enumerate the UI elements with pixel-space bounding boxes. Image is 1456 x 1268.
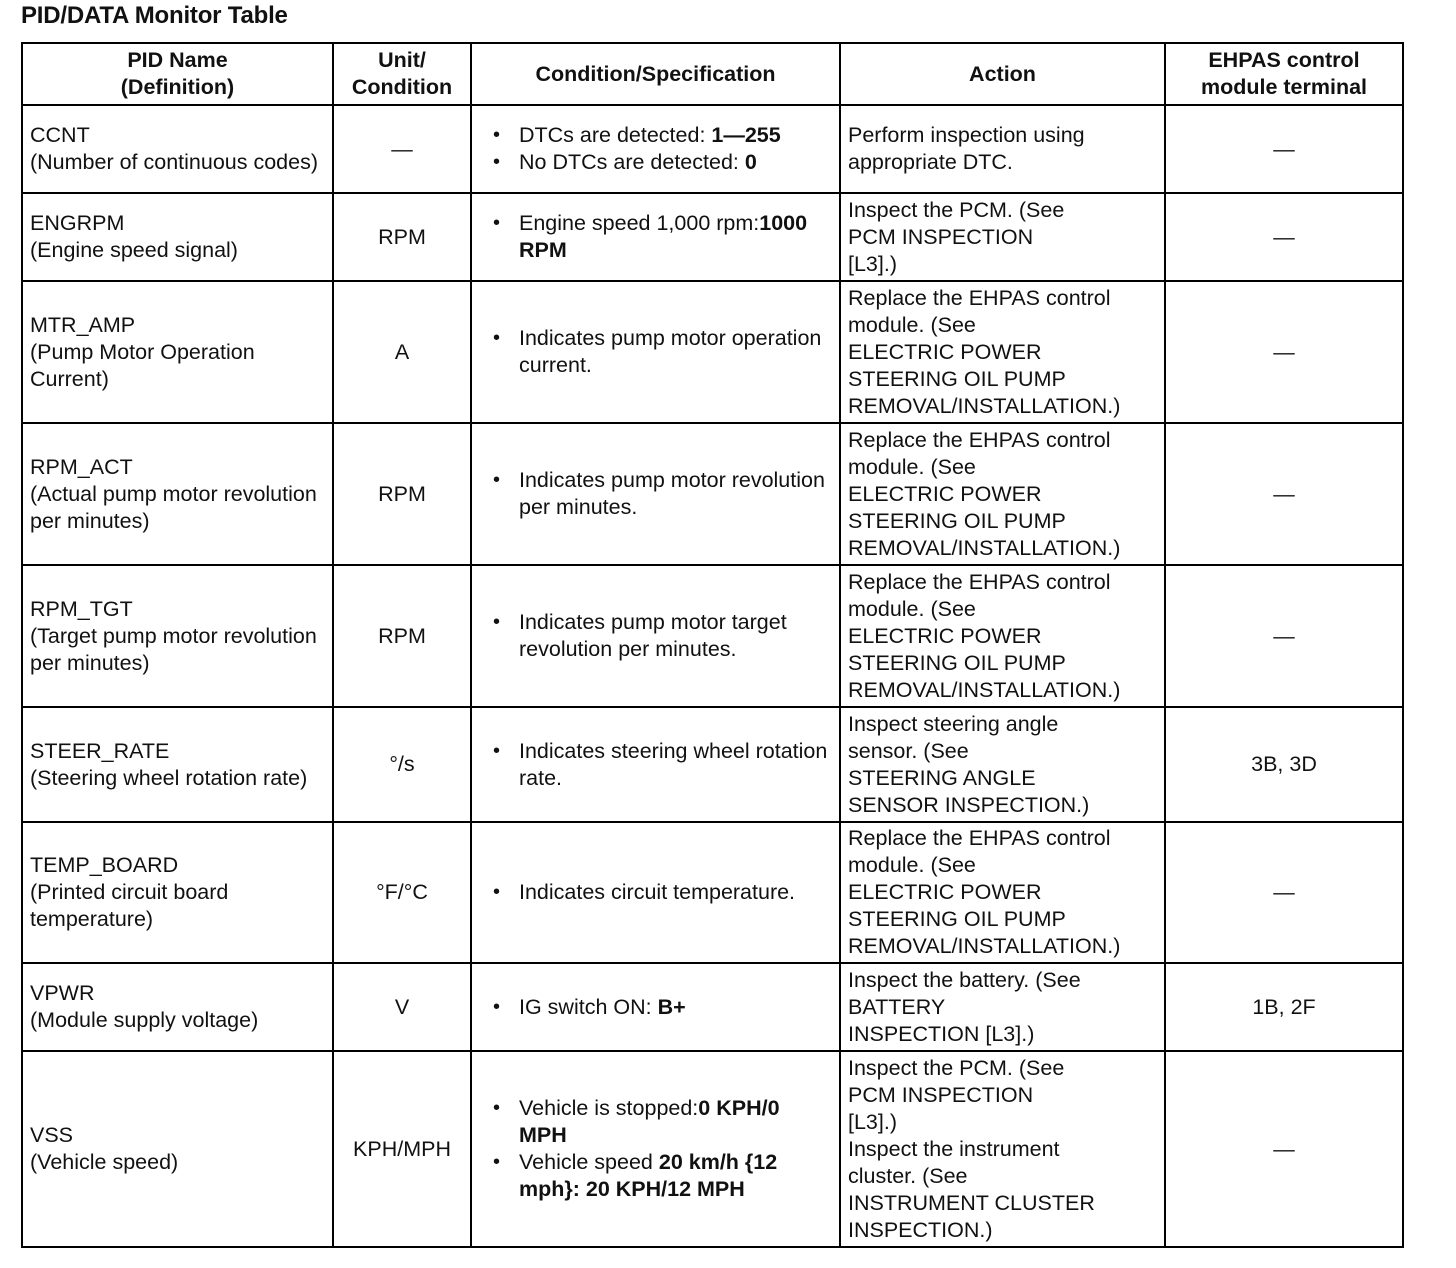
terminal-cell: —: [1165, 193, 1403, 281]
pid-name-cell: [22, 707, 333, 822]
terminal-cell: —: [1165, 822, 1403, 963]
spec-value: 20 km/h {12 mph}: 20 KPH/12 MPH: [519, 1150, 778, 1201]
unit-cell: RPM: [333, 423, 471, 565]
spec-cell: [471, 822, 840, 963]
spec-item: [519, 210, 832, 264]
action-line: ELECTRIC POWER: [848, 339, 1042, 364]
spec-cell: [471, 193, 840, 281]
spec-cell: [471, 565, 840, 707]
terminal-cell: —: [1165, 1051, 1403, 1247]
spec-text: Indicates pump motor operation current.: [519, 326, 822, 377]
pid-definition: (Target pump motor revolution per minutes): [30, 623, 317, 675]
action-line: module. (See: [848, 853, 976, 877]
unit-cell: RPM: [333, 193, 471, 281]
action-line: STEERING OIL PUMP: [848, 907, 1066, 931]
pid-name-cell: [22, 105, 333, 193]
terminal-cell: —: [1165, 281, 1403, 423]
pid-name-cell: [22, 963, 333, 1051]
action-line: INSPECTION [L3].): [848, 1021, 1035, 1046]
action-line: cluster. (See: [848, 1163, 968, 1188]
pid-definition: (Steering wheel rotation rate): [30, 765, 308, 790]
unit-cell: —: [333, 105, 471, 193]
action-cell: [840, 423, 1165, 565]
table-row: [22, 423, 1403, 565]
spec-list: [479, 609, 832, 663]
header-unit-line1: Unit/: [378, 48, 426, 72]
header-pid-name-line2: (Definition): [120, 75, 235, 99]
spec-cell: [471, 281, 840, 423]
pid-name: VPWR: [30, 981, 95, 1005]
spec-item: [519, 994, 832, 1021]
unit-cell: °F/°C: [333, 822, 471, 963]
action-line: Inspect the PCM. (See: [848, 1055, 1065, 1080]
header-pid-name-line1: PID Name: [127, 48, 228, 72]
pid-name: RPM_TGT: [30, 596, 133, 621]
spec-value: 0: [744, 150, 757, 174]
action-line: module. (See: [848, 312, 976, 337]
action-line: Inspect steering angle: [848, 711, 1059, 736]
action-line: ELECTRIC POWER: [848, 481, 1042, 506]
unit-cell: KPH/MPH: [333, 1051, 471, 1247]
table-row: [22, 822, 1403, 963]
table-body: [22, 105, 1403, 1247]
action-line: STEERING OIL PUMP: [848, 366, 1066, 391]
terminal-cell: —: [1165, 565, 1403, 707]
action-cell: [840, 1051, 1165, 1247]
pid-definition: (Vehicle speed): [30, 1150, 179, 1174]
unit-cell: °/s: [333, 707, 471, 822]
action-line: Inspect the battery. (See: [848, 967, 1081, 992]
spec-list: [479, 738, 832, 792]
action-cell: [840, 822, 1165, 963]
spec-list: [479, 122, 832, 176]
action-cell: [840, 707, 1165, 822]
spec-list: [479, 879, 832, 906]
spec-list: [479, 994, 832, 1021]
action-line: INSTRUMENT CLUSTER: [848, 1190, 1095, 1215]
table-row: [22, 105, 1403, 193]
unit-cell: A: [333, 281, 471, 423]
spec-cell: [471, 963, 840, 1051]
pid-name-cell: [22, 822, 333, 963]
spec-list: [479, 325, 832, 379]
header-terminal-line1: EHPAS control: [1208, 48, 1360, 72]
table-row: [22, 963, 1403, 1051]
action-line: REMOVAL/INSTALLATION.): [848, 677, 1121, 702]
header-row: [22, 43, 1403, 105]
pid-name: VSS: [30, 1123, 74, 1147]
spec-item: [519, 122, 832, 149]
spec-cell: [471, 105, 840, 193]
pid-definition: (Engine speed signal): [30, 238, 238, 262]
action-cell: [840, 565, 1165, 707]
spec-text: Vehicle is stopped:: [519, 1096, 699, 1120]
action-line: Replace the EHPAS control: [848, 569, 1111, 594]
spec-item: [519, 609, 832, 663]
action-cell: [840, 281, 1165, 423]
spec-text: Indicates pump motor revolution per minutes.: [519, 468, 825, 519]
header-unit-line2: Condition: [351, 75, 453, 99]
action-line: [L3].): [848, 251, 897, 276]
spec-item: [519, 149, 832, 176]
action-line: sensor. (See: [848, 738, 969, 763]
spec-cell: [471, 707, 840, 822]
spec-value: 0 KPH/0 MPH: [519, 1096, 780, 1147]
action-line: PCM INSPECTION: [848, 224, 1034, 249]
terminal-cell: —: [1165, 423, 1403, 565]
header-terminal-line2: module terminal: [1200, 75, 1368, 99]
pid-definition: (Module supply voltage): [30, 1008, 259, 1032]
pid-name-cell: [22, 1051, 333, 1247]
spec-value: 1—255: [711, 123, 781, 147]
terminal-cell: —: [1165, 105, 1403, 193]
action-line: Inspect the instrument: [848, 1136, 1060, 1161]
spec-item: [519, 325, 832, 379]
table-row: [22, 281, 1403, 423]
action-line: module. (See: [848, 596, 976, 621]
action-line: Inspect the PCM. (See: [848, 197, 1065, 222]
table-row: [22, 193, 1403, 281]
pid-definition: (Actual pump motor revolution per minutes): [30, 481, 317, 533]
action-line: PCM INSPECTION: [848, 1082, 1034, 1107]
action-line: Replace the EHPAS control: [848, 427, 1111, 452]
action-cell: [840, 105, 1165, 193]
table-row: [22, 707, 1403, 822]
pid-definition: (Printed circuit board temperature): [30, 880, 229, 931]
action-line: INSPECTION.): [848, 1217, 993, 1242]
spec-cell: [471, 423, 840, 565]
pid-name: MTR_AMP: [30, 312, 136, 337]
page-title: PID/DATA Monitor Table: [21, 2, 288, 29]
pid-definition: (Number of continuous codes): [30, 150, 319, 174]
pid-name: STEER_RATE: [30, 738, 170, 763]
spec-text: Engine speed 1,000 rpm:: [519, 211, 760, 235]
action-line: ELECTRIC POWER: [848, 623, 1042, 648]
action-line: module. (See: [848, 454, 976, 479]
spec-list: [479, 467, 832, 521]
spec-text: DTCs are detected:: [519, 123, 712, 147]
spec-item: [519, 1149, 832, 1203]
spec-list: [479, 210, 832, 264]
spec-item: [519, 879, 832, 906]
spec-text: No DTCs are detected:: [519, 150, 745, 174]
pid-monitor-table: [21, 42, 1404, 1248]
spec-text: Vehicle speed: [519, 1150, 659, 1174]
action-line: [L3].): [848, 1109, 897, 1134]
spec-item: [519, 1095, 832, 1149]
spec-value: 1000 RPM: [519, 211, 808, 262]
table-row: [22, 565, 1403, 707]
header-unit: [333, 43, 471, 105]
spec-list: [479, 1095, 832, 1203]
action-line: Perform inspection using appropriate DTC.: [848, 123, 1085, 174]
header-pid-name: [22, 43, 333, 105]
pid-name-cell: [22, 193, 333, 281]
action-line: REMOVAL/INSTALLATION.): [848, 535, 1121, 560]
spec-text: IG switch ON:: [519, 994, 658, 1019]
unit-cell: V: [333, 963, 471, 1051]
pid-definition: (Pump Motor Operation Current): [30, 339, 255, 391]
action-line: REMOVAL/INSTALLATION.): [848, 934, 1121, 958]
table-row: [22, 1051, 1403, 1247]
pid-name-cell: [22, 565, 333, 707]
pid-name: CCNT: [30, 123, 90, 147]
action-line: ELECTRIC POWER: [848, 880, 1042, 904]
unit-cell: RPM: [333, 565, 471, 707]
header-spec: Condition/Specification: [471, 43, 840, 105]
pid-name: ENGRPM: [30, 211, 125, 235]
action-line: STEERING OIL PUMP: [848, 650, 1066, 675]
action-line: STEERING OIL PUMP: [848, 508, 1066, 533]
spec-text: Indicates steering wheel rotation rate.: [519, 738, 828, 790]
pid-name: TEMP_BOARD: [30, 853, 179, 877]
pid-name-cell: [22, 423, 333, 565]
spec-value: B+: [657, 994, 686, 1019]
spec-text: Indicates pump motor target revolution per minutes.: [519, 610, 787, 661]
pid-name: RPM_ACT: [30, 454, 133, 479]
terminal-cell: 1B, 2F: [1165, 963, 1403, 1051]
terminal-cell: 3B, 3D: [1165, 707, 1403, 822]
action-cell: [840, 963, 1165, 1051]
spec-item: [519, 738, 832, 792]
action-line: SENSOR INSPECTION.): [848, 792, 1090, 817]
action-line: BATTERY: [848, 994, 946, 1019]
action-cell: [840, 193, 1165, 281]
action-line: STEERING ANGLE: [848, 765, 1036, 790]
header-action: Action: [840, 43, 1165, 105]
action-line: Replace the EHPAS control: [848, 285, 1111, 310]
spec-text: Indicates circuit temperature.: [519, 880, 796, 904]
pid-name-cell: [22, 281, 333, 423]
header-terminal: [1165, 43, 1403, 105]
action-line: REMOVAL/INSTALLATION.): [848, 393, 1121, 418]
spec-item: [519, 467, 832, 521]
spec-cell: [471, 1051, 840, 1247]
action-line: Replace the EHPAS control: [848, 826, 1111, 850]
